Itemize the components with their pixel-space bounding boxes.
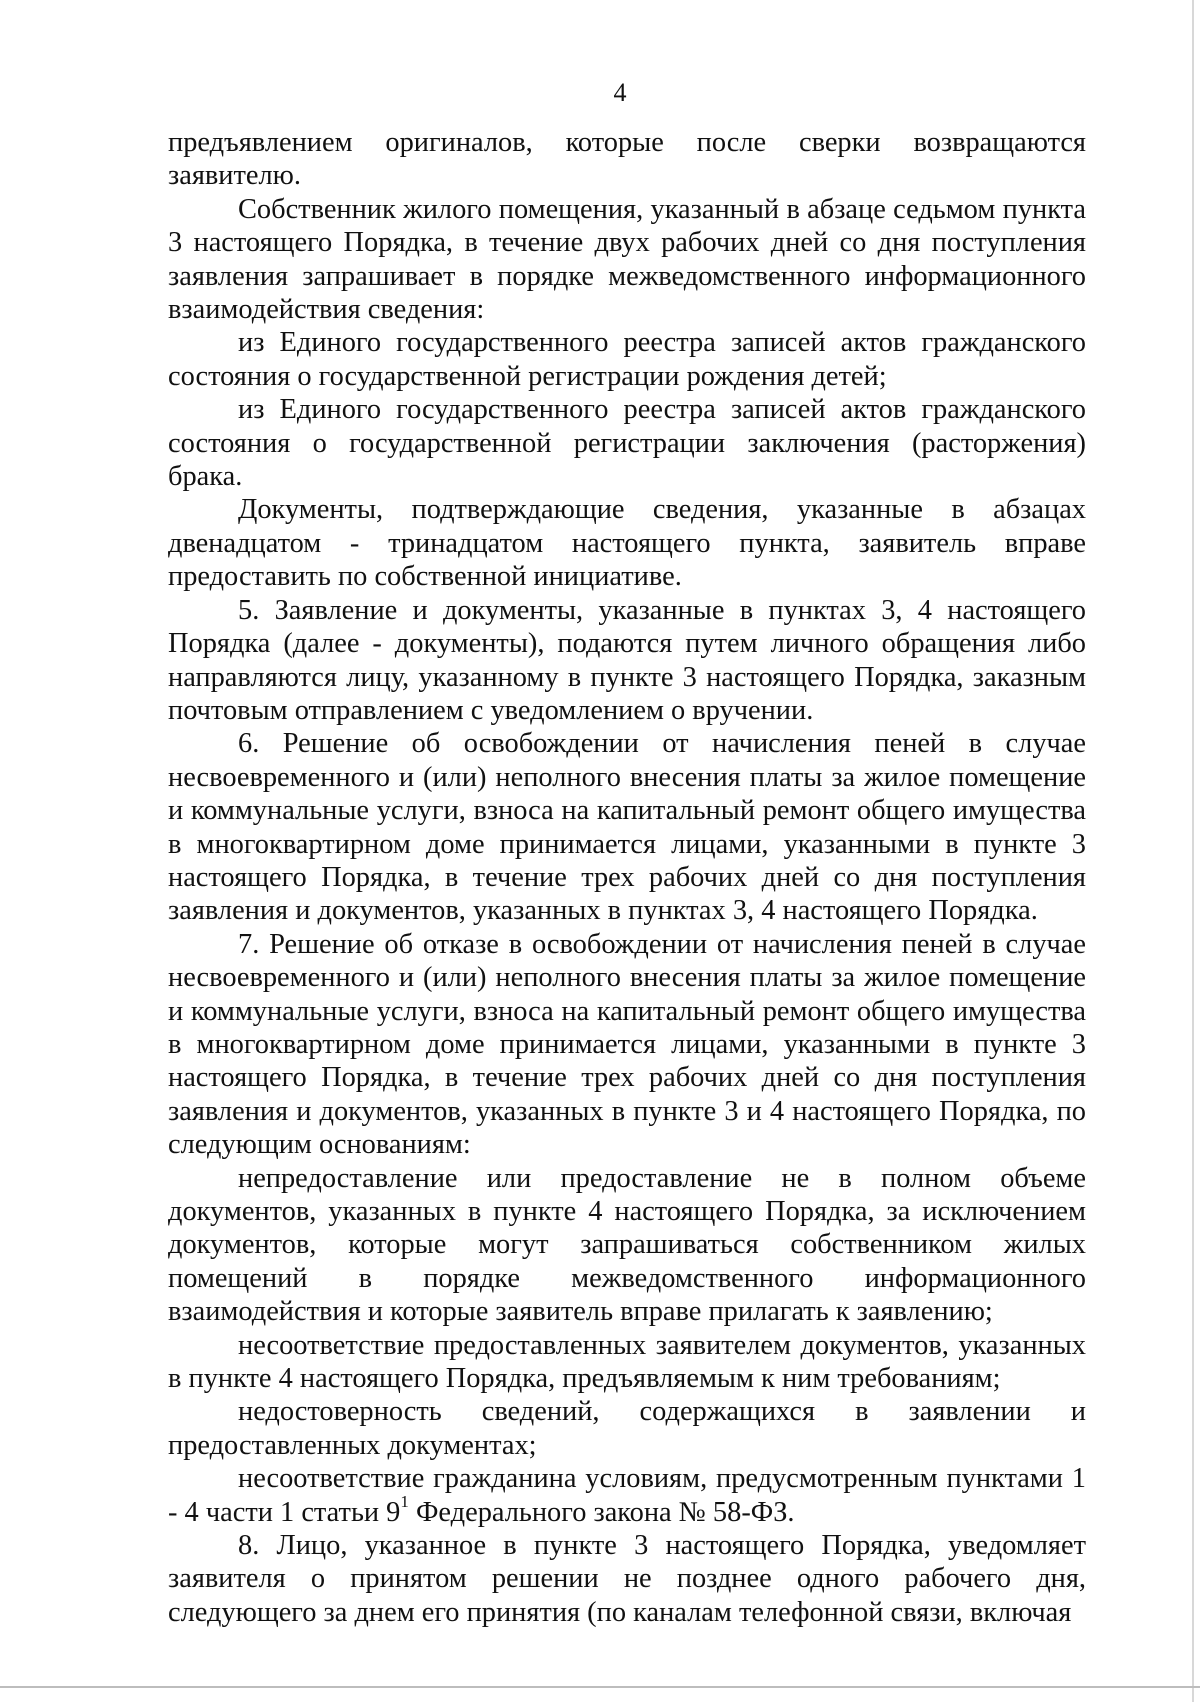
document-body xyxy=(168,126,1086,1629)
paragraph-item-8: 8. Лицо, указанное в пункте 3 настоящего Порядка, уведомляет заявителя о принятом решении не позднее одного рабочего дня, следующего за днем его принятия (по каналам телефонной связи, включая xyxy=(168,1530,1086,1628)
article-superscript: 1 xyxy=(400,1491,409,1511)
paragraph-12-text: несоответствие гражданина условиям, предусмотренным пунктами 1 - 4 части 1 статьи 9 xyxy=(168,1463,1086,1528)
page-number: 4 xyxy=(613,78,627,107)
paragraph-birth-registry: из Единого государственного реестра записей актов гражданского состояния о государственной регистрации рождения детей; xyxy=(168,327,1086,392)
paragraph-12-tail: Федерального закона № 58-ФЗ. xyxy=(408,1496,795,1528)
paragraph-ground-non-submission: непредоставление или предоставление не в полном объеме документов, указанных в пункте 4 настоящего Порядка, за исключением документов, которые могут запрашиваться собственником жилых помещений в порядке межведомственного информационного взаимодействия и которые заявитель вправе прилагать к заявлению; xyxy=(168,1162,1086,1328)
paragraph-owner-request: Собственник жилого помещения, указанный в абзаце седьмом пункта 3 настоящего Порядка, в течение двух рабочих дней со дня поступления заявления запрашивает в порядке межведомственного информационного взаимодействия сведения: xyxy=(168,193,1086,326)
paragraph-item-5: 5. Заявление и документы, указанные в пунктах 3, 4 настоящего Порядка (далее - документы), подаются путем личного обращения либо направляются лицу, указанному в пункте 3 настоящего Порядка, заказным почтовым отправлением с уведомлением о вручении. xyxy=(168,594,1086,726)
scan-edge-bottom xyxy=(0,1686,1200,1688)
paragraph-item-6: 6. Решение об освобождении от начисления пеней в случае несвоевременного и (или) неполного внесения платы за жилое помещение и коммунальные услуги, взноса на капитальный ремонт общего имущества в многоквартирном доме принимается лицами, указанными в пункте 3 настоящего Порядка, в течение трех рабочих дней со дня поступления заявления и документов, указанных в пунктах 3, 4 настоящего Порядка. xyxy=(168,728,1086,927)
paragraph-marriage-registry: из Единого государственного реестра записей актов гражданского состояния о государственной регистрации заключения (расторжения) брака. xyxy=(168,394,1086,493)
paragraph-own-initiative: Документы, подтверждающие сведения, указанные в абзацах двенадцатом - тринадцатом настоящего пункта, заявитель вправе предоставить по собственной инициативе. xyxy=(168,494,1086,593)
paragraph-ground-unreliability: недостоверность сведений, содержащихся в заявлении и предоставленных документах; xyxy=(168,1396,1086,1461)
scan-edge-right xyxy=(1192,0,1194,1702)
paragraph-ground-nonconformity: несоответствие предоставленных заявителем документов, указанных в пункте 4 настоящего Порядка, предъявляемым к ним требованиям; xyxy=(168,1329,1086,1395)
paragraph-item-7: 7. Решение об отказе в освобождении от начисления пеней в случае несвоевременного и (или) неполного внесения платы за жилое помещение и коммунальные услуги, взноса на капитальный ремонт общего имущества в многоквартирном доме принимается лицами, указанными в пункте 3 настоящего Порядка, в течение трех рабочих дней со дня поступления заявления и документов, указанных в пункте 3 и 4 настоящего Порядка, по следующим основаниям: xyxy=(168,928,1086,1161)
paragraph-ground-citizen-conditions xyxy=(168,1462,1086,1529)
paragraph-continuation: предъявлением оригиналов, которые после сверки возвращаются заявителю. xyxy=(168,127,1086,192)
